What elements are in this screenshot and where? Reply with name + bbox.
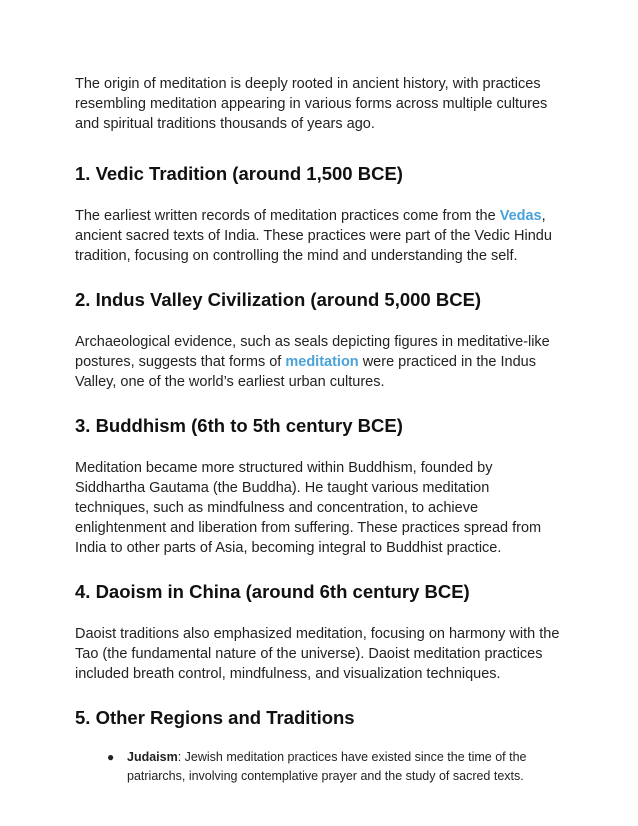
list-item-text: : Jewish meditation practices have existed since the time of the patriarchs, involving contemplative prayer and the study of sacred texts. bbox=[127, 750, 527, 783]
section-paragraph-daoism: Daoist traditions also emphasized meditation, focusing on harmony with the Tao (the fundamental nature of the universe). Daoist meditation practices included breath control, mindfulness, and visualization techniques. bbox=[75, 626, 560, 682]
paragraph-text: were practiced in the Indus Valley, one of the world’s earliest urban cultures. bbox=[75, 354, 536, 390]
section-heading-other-regions: 5. Other Regions and Traditions bbox=[75, 707, 355, 728]
section-paragraph-buddhism: Meditation became more structured within Buddhism, founded by Siddhartha Gautama (the Buddha). He taught various meditation techniques, such as mindfulness and concentration, to achieve enlightenment and liberation from suffering. These practices spread from India to other parts of Asia, becoming integral to Buddhist practice. bbox=[75, 460, 542, 556]
paragraph-text: Archaeological evidence, such as seals depicting figures in meditative-like postures, suggests that forms of bbox=[75, 334, 550, 370]
vedas-link[interactable]: Vedas bbox=[499, 208, 542, 224]
section-heading-buddhism: 3. Buddhism (6th to 5th century BCE) bbox=[75, 415, 403, 436]
traditions-list bbox=[75, 748, 565, 786]
list-item bbox=[107, 748, 565, 786]
meditation-link[interactable]: meditation bbox=[285, 354, 359, 370]
section-heading-indus-valley: 2. Indus Valley Civilization (around 5,000 BCE) bbox=[75, 289, 482, 310]
intro-paragraph: The origin of meditation is deeply rooted in ancient history, with practices resembling meditation appearing in various forms across multiple cultures and spiritual traditions thousands of years ago. bbox=[75, 76, 548, 132]
section-paragraph-vedic bbox=[75, 206, 565, 266]
paragraph-text: , ancient sacred texts of India. These practices were part of the Vedic Hindu tradition, focusing on controlling the mind and understanding the self. bbox=[75, 208, 552, 264]
paragraph-text: The earliest written records of meditation practices come from the bbox=[75, 208, 500, 224]
document-body bbox=[75, 74, 565, 786]
section-heading-daoism: 4. Daoism in China (around 6th century BCE) bbox=[75, 581, 470, 602]
bullet-icon: ● bbox=[107, 750, 115, 764]
section-heading-vedic: 1. Vedic Tradition (around 1,500 BCE) bbox=[75, 163, 403, 184]
section-paragraph-indus-valley bbox=[75, 332, 565, 392]
list-item-term: Judaism bbox=[127, 750, 178, 764]
